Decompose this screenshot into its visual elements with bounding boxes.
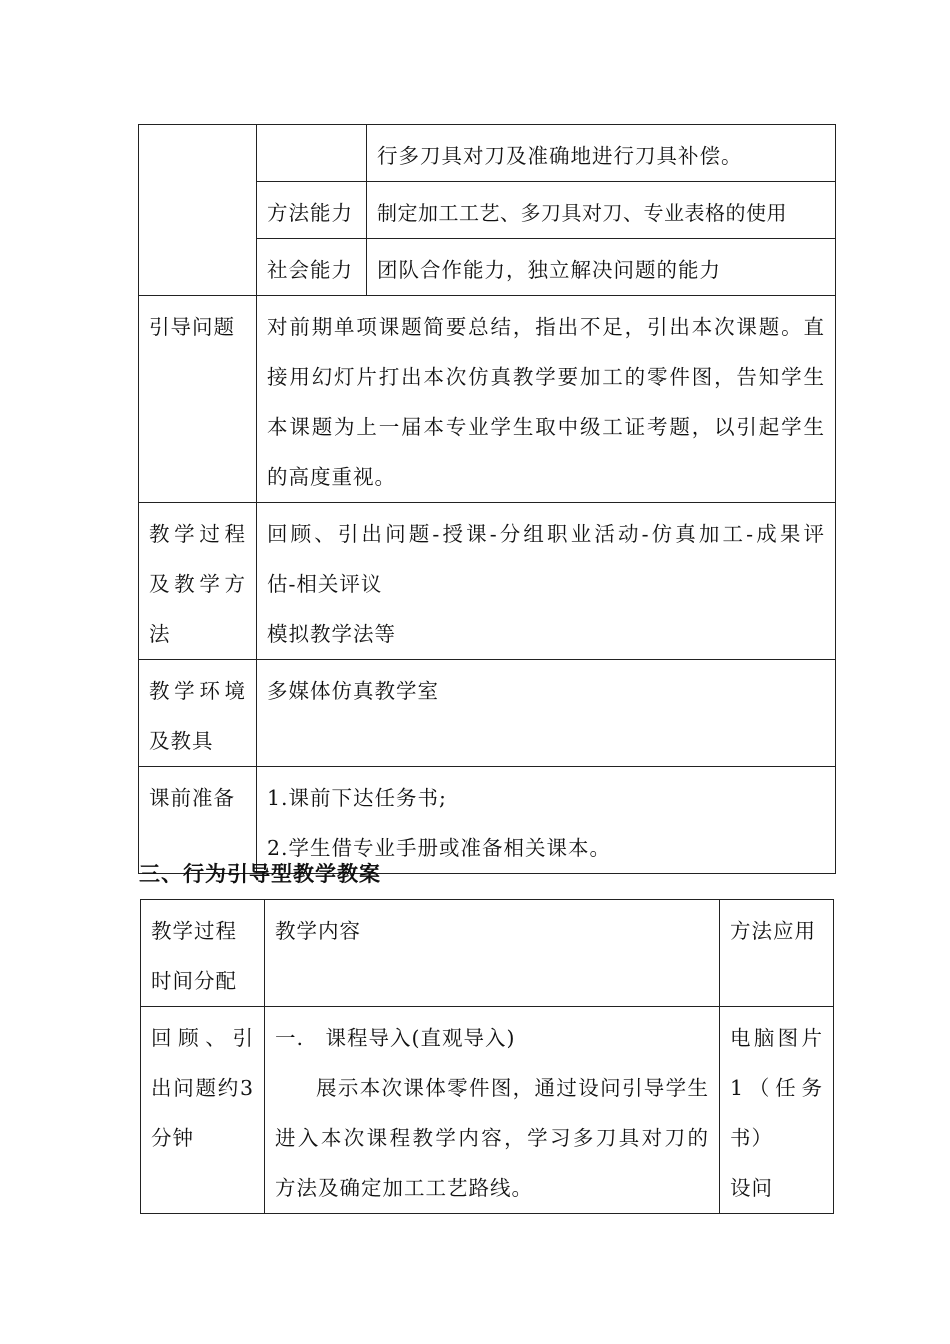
header-content: 教学内容 [265, 900, 720, 1007]
row1-content [265, 1007, 720, 1214]
row1-content-line: 展示本次课体零件图，通过设问引导学生 [316, 1076, 709, 1100]
environment-label [139, 660, 257, 767]
header-line: 教学过程 [151, 919, 237, 943]
lesson-info-table [138, 124, 836, 874]
row1-time-line: 出问题约3 [151, 1076, 254, 1100]
guide-line: 对前期单项课题简要总结，指出不足，引出本次课题。直 [267, 315, 825, 339]
row1-method-line: 书） [730, 1126, 773, 1150]
competency-label [257, 125, 367, 182]
header-line: 时间分配 [151, 969, 237, 993]
row1-content-line: 一. 课程导入(直观导入) [275, 1026, 516, 1050]
section-title: 三、行为引导型教学教案 [139, 862, 381, 886]
lesson-plan-table [140, 899, 834, 1214]
guide-line: 接用幻灯片打出本次仿真教学要加工的零件图，告知学生 [267, 365, 825, 389]
environment-label-line: 及教具 [149, 729, 214, 753]
row1-method [720, 1007, 834, 1214]
process-line: 回顾、引出问题-授课-分组职业活动-仿真加工-成果评 [267, 522, 825, 546]
guide-line: 本课题为上一届本专业学生取中级工证考题，以引起学生 [267, 415, 825, 439]
competency-group-cell [139, 125, 257, 296]
row1-process-time [141, 1007, 265, 1214]
guide-label: 引导问题 [139, 296, 257, 503]
competency-text: 团队合作能力，独立解决问题的能力 [367, 239, 836, 296]
environment-content: 多媒体仿真教学室 [257, 660, 836, 767]
row1-content-line: 进入本次课程教学内容，学习多刀具对刀的 [275, 1126, 709, 1150]
row1-method-line: 设问 [730, 1176, 773, 1200]
row1-method-line: 电脑图片 [730, 1026, 823, 1050]
process-content [257, 503, 836, 660]
prep-line: 1.课前下达任务书; [267, 786, 447, 810]
environment-label-line: 教学环境 [149, 679, 246, 703]
row1-time-line: 回顾、引 [151, 1026, 254, 1050]
guide-content [257, 296, 836, 503]
competency-label: 社会能力 [257, 239, 367, 296]
prep-line: 2.学生借专业手册或准备相关课本。 [267, 836, 612, 860]
process-label-line: 法 [149, 622, 171, 646]
competency-text: 行多刀具对刀及准确地进行刀具补偿。 [367, 125, 836, 182]
header-process-time [141, 900, 265, 1007]
guide-line: 的高度重视。 [267, 465, 396, 489]
process-label-line: 教学过程 [149, 522, 246, 546]
competency-text: 制定加工工艺、多刀具对刀、专业表格的使用 [367, 182, 836, 239]
row1-time-line: 分钟 [151, 1126, 194, 1150]
process-label [139, 503, 257, 660]
competency-label: 方法能力 [257, 182, 367, 239]
process-label-line: 及教学方 [149, 572, 246, 596]
header-method: 方法应用 [720, 900, 834, 1007]
process-line: 估-相关评议 [267, 572, 383, 596]
row1-content-line: 方法及确定加工工艺路线。 [275, 1176, 533, 1200]
prep-label: 课前准备 [139, 767, 257, 874]
row1-method-line: 1（任务 [730, 1076, 823, 1100]
process-line: 模拟教学法等 [267, 622, 396, 646]
